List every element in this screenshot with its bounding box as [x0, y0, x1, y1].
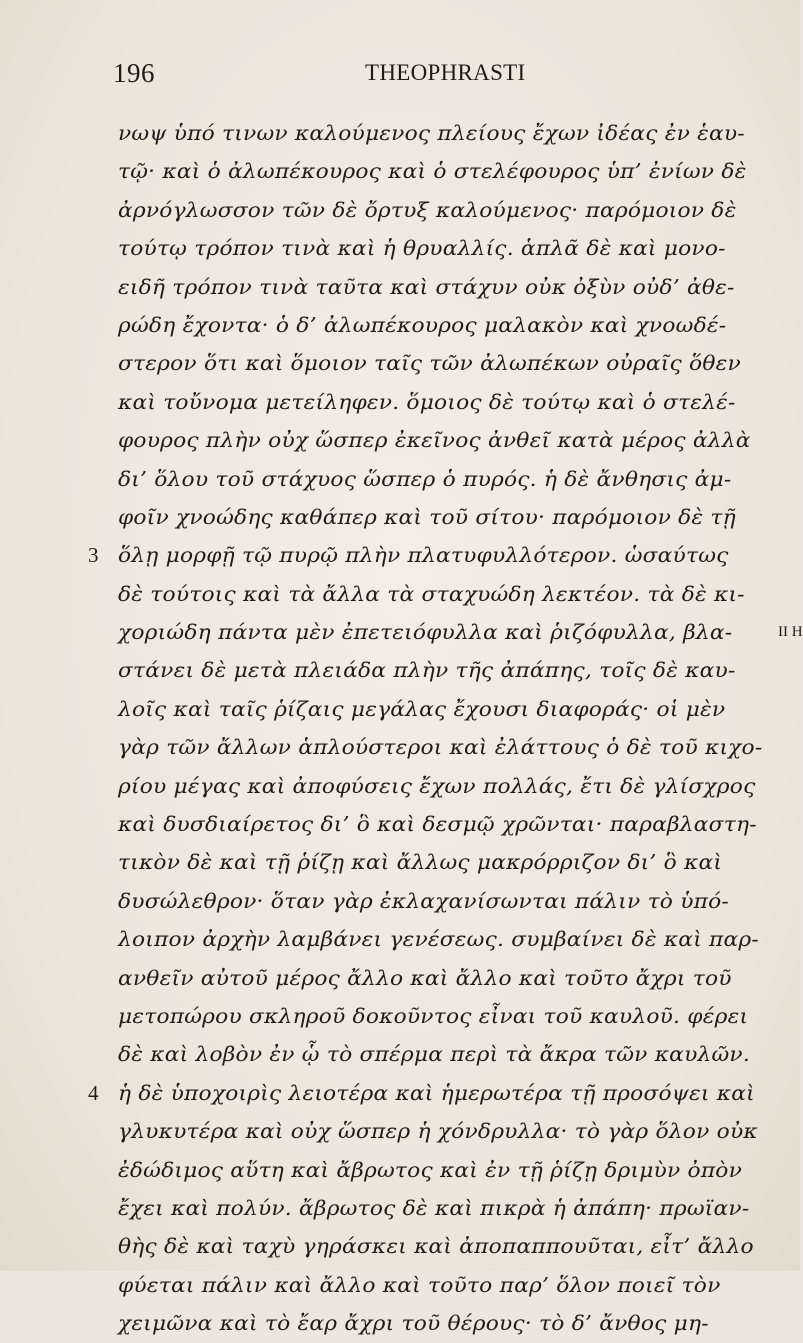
text-line	[118, 152, 790, 190]
page-header	[0, 58, 800, 98]
text-line	[118, 1266, 790, 1304]
text-line	[118, 1227, 790, 1265]
line-text: καὶ δυσδιαίρετος δι’ ὃ καὶ δεσμῷ χρῶνται· παραβλαστη-	[118, 812, 757, 837]
section-number: 3	[88, 543, 99, 568]
text-line	[118, 1035, 790, 1073]
line-text: τῷ· καὶ ὁ ἀλωπέκουρος καὶ ὁ στελέφουρος ὑπ’ ἐνίων δὲ	[118, 159, 747, 184]
line-text: λοῖς καὶ ταῖς ῥίζαις μεγάλας ἔχουσι διαφοράς· οἱ μὲν	[118, 696, 726, 721]
line-text: ειδῆ τρόπον τινὰ ταῦτα καὶ στάχυν οὐκ ὀξὺν οὐδ’ ἀθε-	[118, 274, 735, 299]
line-text: γὰρ τῶν ἄλλων ἁπλούστεροι καὶ ἐλάττους ὁ δὲ τοῦ κιχο-	[118, 735, 763, 760]
line-text: καὶ τοὔνομα μετείληφεν. ὅμοιος δὲ τούτῳ καὶ ὁ στελέ-	[118, 389, 736, 414]
line-text: χοριώδη πάντα μὲν ἐπετειόφυλλα καὶ ῥιζόφυλλα, βλα-	[118, 620, 733, 645]
line-text: γλυκυτέρα καὶ οὐχ ὥσπερ ἡ χόνδρυλλα· τὸ γὰρ ὅλον οὐκ	[118, 1119, 758, 1144]
text-line	[118, 843, 790, 881]
text-line	[118, 805, 790, 843]
text-line	[118, 114, 790, 152]
text-line	[118, 191, 790, 229]
line-text: ρίου μέγας καὶ ἀποφύσεις ἔχων πολλάς, ἔτι δὲ γλίσχρος	[118, 773, 756, 798]
text-line	[118, 882, 790, 920]
text-line	[118, 959, 790, 997]
line-text: δυσώλεθρον· ὅταν γὰρ ἐκλαχανίσωνται πάλιν τὸ ὑπό-	[118, 888, 729, 913]
line-text: στερον ὅτι καὶ ὅμοιον ταῖς τῶν ἀλωπέκων οὐραῖς ὅθεν	[118, 351, 741, 376]
line-text: λοιπον ἀρχὴν λαμβάνει γενέσεως. συμβαίνει δὲ καὶ παρ-	[118, 927, 759, 952]
line-text: ρώδη ἔχοντα· ὁ δ’ ἀλωπέκουρος μαλακὸν καὶ χνοωδέ-	[118, 312, 727, 337]
line-text: ἔχει καὶ πολύν. ἄβρωτος δὲ καὶ πικρὰ ἡ ἀπάπη· πρωϊαν-	[118, 1195, 750, 1220]
text-line	[118, 460, 790, 498]
text-line	[118, 1112, 790, 1150]
line-text: ἐδώδιμος αὕτη καὶ ἄβρωτος καὶ ἐν τῇ ῥίζῃ δριμὺν ὀπὸν	[118, 1157, 743, 1182]
line-text: στάνει δὲ μετὰ πλειάδα πλὴν τῆς ἀπάπης, τοῖς δὲ καυ-	[118, 658, 736, 683]
line-text: ἡ δὲ ὑποχοιρὶς λειοτέρα καὶ ἡμερωτέρα τῇ προσόψει καὶ	[118, 1080, 755, 1105]
line-text: φύεται πάλιν καὶ ἄλλο καὶ τοῦτο παρ’ ὅλον ποιεῖ τὸν	[118, 1272, 721, 1297]
line-text: μετοπώρου σκληροῦ δοκοῦντος εἶναι τοῦ καυλοῦ. φέρει	[118, 1003, 749, 1028]
line-text: νωψ ὑπό τινων καλούμενος πλείους ἔχων ἰδέας ἐν ἑαυ-	[118, 121, 745, 145]
text-line	[118, 920, 790, 958]
line-text: ανθεῖν αὐτοῦ μέρος ἄλλο καὶ ἄλλο καὶ τοῦτο ἄχρι τοῦ	[118, 965, 732, 990]
line-text: τικὸν δὲ καὶ τῇ ῥίζῃ καὶ ἄλλως μακρόρριζον δι’ ὃ καὶ	[118, 850, 723, 875]
text-line	[118, 997, 790, 1035]
line-text: τούτῳ τρόπον τινὰ καὶ ἡ θρυαλλίς. ἁπλᾶ δὲ καὶ μονο-	[118, 236, 726, 261]
text-line	[118, 767, 790, 805]
line-text: δὲ τούτοις καὶ τὰ ἄλλα τὰ σταχυώδη λεκτέον. τὰ δὲ κι-	[118, 581, 745, 606]
text-line	[118, 383, 790, 421]
page-number: 196	[113, 58, 155, 88]
running-title: THEOPHRASTI	[365, 60, 526, 85]
text-line	[118, 575, 790, 613]
text-line	[118, 1151, 790, 1189]
text-line	[118, 1189, 790, 1227]
text-line	[118, 421, 790, 459]
line-text: χειμῶνα καὶ τὸ ἔαρ ἄχρι τοῦ θέρους· τὸ δ’ ἄνθος μη-	[118, 1311, 709, 1336]
text-line	[118, 344, 790, 382]
line-text: δὲ καὶ λοβὸν ἐν ᾧ τὸ σπέρμα περὶ τὰ ἄκρα τῶν καυλῶν.	[118, 1042, 750, 1067]
body-text	[88, 114, 803, 1343]
line-text: δι’ ὅλου τοῦ στάχυος ὥσπερ ὁ πυρός. ἡ δὲ ἄνθησις ἀμ-	[118, 466, 732, 491]
text-line	[88, 536, 790, 574]
line-text: ἀρνόγλωσσον τῶν δὲ ὄρτυξ καλούμενος· παρόμοιον δὲ	[118, 197, 737, 222]
line-text: ὅλῃ μορφῇ τῷ πυρῷ πλὴν πλατυφυλλότερον. ὡσαύτως	[118, 543, 729, 568]
margin-reference: II H	[778, 624, 803, 641]
text-line	[118, 268, 790, 306]
text-line	[118, 229, 790, 267]
text-line	[118, 690, 790, 728]
text-line	[118, 613, 803, 651]
text-line	[118, 498, 790, 536]
text-line	[118, 651, 790, 689]
line-text: φουρος πλὴν οὐχ ὥσπερ ἐκεῖνος ἀνθεῖ κατὰ μέρος ἀλλὰ	[118, 428, 751, 453]
text-line	[88, 1074, 790, 1112]
section-number: 4	[88, 1080, 99, 1105]
line-text: φοῖν χνοώδης καθάπερ καὶ τοῦ σίτου· παρόμοιον δὲ τῇ	[118, 504, 736, 529]
text-line	[118, 1304, 790, 1342]
line-text: θὴς δὲ καὶ ταχὺ γηράσκει καὶ ἀποπαππουῦται, εἶτ’ ἄλλο	[118, 1234, 754, 1259]
text-line	[118, 306, 790, 344]
text-line	[118, 728, 790, 766]
